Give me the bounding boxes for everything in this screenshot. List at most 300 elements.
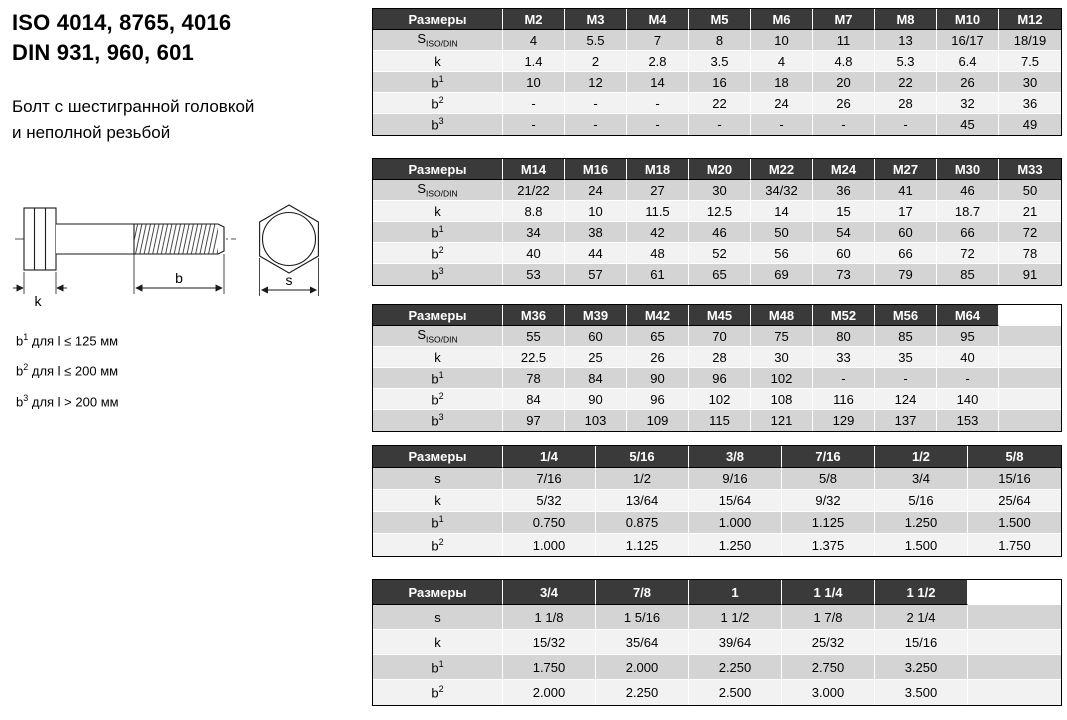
dim-table-5 (372, 579, 1062, 706)
value-cell: 35/64 (596, 630, 689, 655)
value-cell: 153 (937, 410, 999, 431)
value-cell: 75 (751, 326, 813, 347)
empty-header-cell (968, 580, 1061, 605)
value-cell (999, 326, 1061, 347)
value-cell: 12.5 (689, 201, 751, 222)
row-label: $b^3$ (373, 114, 503, 135)
value-cell: 1 5/16 (596, 605, 689, 630)
value-cell: 96 (689, 368, 751, 389)
value-cell: 50 (751, 222, 813, 243)
value-cell: 15/32 (503, 630, 596, 655)
table-row (373, 630, 1061, 655)
value-cell: 44 (565, 243, 627, 264)
value-cell: 4.8 (813, 51, 875, 72)
value-cell: 0.750 (503, 512, 596, 534)
value-cell: 109 (627, 410, 689, 431)
value-cell: 36 (999, 93, 1061, 114)
table-row (373, 30, 1061, 51)
size-column-header: M14 (503, 159, 565, 180)
value-cell: 2 (565, 51, 627, 72)
value-cell: 10 (565, 201, 627, 222)
value-cell: - (689, 114, 751, 135)
size-column-header: 5/16 (596, 446, 689, 468)
value-cell: 18/19 (999, 30, 1061, 51)
value-cell: 48 (627, 243, 689, 264)
value-cell: 60 (813, 243, 875, 264)
size-column-header: 3/8 (689, 446, 782, 468)
row-label: k (373, 630, 503, 655)
size-column-header: 5/8 (968, 446, 1061, 468)
value-cell: 40 (937, 347, 999, 368)
size-column-header: M5 (689, 9, 751, 30)
value-cell: 129 (813, 410, 875, 431)
table-row (373, 347, 1061, 368)
value-cell: 18.7 (937, 201, 999, 222)
value-cell: 140 (937, 389, 999, 410)
value-cell: 14 (627, 72, 689, 93)
value-cell: 26 (937, 72, 999, 93)
value-cell: 90 (627, 368, 689, 389)
value-cell: 15/16 (875, 630, 968, 655)
dim-table-3 (372, 304, 1062, 432)
row-label: k (373, 347, 503, 368)
row-label: $b^3$ (373, 410, 503, 431)
value-cell: 0.875 (596, 512, 689, 534)
value-cell: 13 (875, 30, 937, 51)
value-cell: 121 (751, 410, 813, 431)
value-cell: 85 (937, 264, 999, 285)
row-label: $b^1$ (373, 72, 503, 93)
dimension-tables (372, 0, 1062, 706)
value-cell: 91 (999, 264, 1061, 285)
size-column-header: M10 (937, 9, 999, 30)
value-cell: 7/16 (503, 468, 596, 490)
value-cell: 137 (875, 410, 937, 431)
value-cell: 24 (751, 93, 813, 114)
value-cell: 73 (813, 264, 875, 285)
size-column-header: M18 (627, 159, 689, 180)
value-cell: 66 (937, 222, 999, 243)
value-cell: 30 (999, 72, 1061, 93)
value-cell: 16 (689, 72, 751, 93)
size-column-header: M36 (503, 305, 565, 326)
table-header-row (373, 305, 1061, 326)
value-cell: 78 (999, 243, 1061, 264)
value-cell: 115 (689, 410, 751, 431)
value-cell: 33 (813, 347, 875, 368)
size-column-header: 7/8 (596, 580, 689, 605)
value-cell: 34/32 (751, 180, 813, 201)
value-cell: 2.750 (782, 655, 875, 680)
value-cell: 7.5 (999, 51, 1061, 72)
value-cell: - (875, 368, 937, 389)
table-row (373, 512, 1061, 534)
value-cell (999, 410, 1061, 431)
value-cell: 15/16 (968, 468, 1061, 490)
size-column-header: M48 (751, 305, 813, 326)
row-label: $b^1$ (373, 655, 503, 680)
empty-header-cell (999, 305, 1061, 326)
value-cell: 20 (813, 72, 875, 93)
description-line-1: Болт с шестигранной головкой (12, 97, 255, 116)
value-cell: 85 (875, 326, 937, 347)
din-standards-line: DIN 931, 960, 601 (12, 40, 194, 65)
size-column-header: M12 (999, 9, 1061, 30)
value-cell: 42 (627, 222, 689, 243)
value-cell: 102 (751, 368, 813, 389)
value-cell: 80 (813, 326, 875, 347)
size-column-header: 7/16 (782, 446, 875, 468)
value-cell: 32 (937, 93, 999, 114)
table-header-row (373, 9, 1061, 30)
size-column-header: M3 (565, 9, 627, 30)
value-cell: 2.8 (627, 51, 689, 72)
size-column-header: M33 (999, 159, 1061, 180)
footnote: $b^2$ для l ≤ 200 мм (16, 362, 119, 379)
table-row (373, 201, 1061, 222)
value-cell: 46 (937, 180, 999, 201)
value-cell: 40 (503, 243, 565, 264)
value-cell: 36 (813, 180, 875, 201)
table-row (373, 180, 1061, 201)
value-cell: 28 (689, 347, 751, 368)
value-cell: 24 (565, 180, 627, 201)
value-cell: 30 (689, 180, 751, 201)
value-cell: 1.500 (875, 534, 968, 556)
value-cell: 4 (503, 30, 565, 51)
thread-hatching (134, 225, 218, 254)
size-column-header: 1 1/4 (782, 580, 875, 605)
value-cell: 5.3 (875, 51, 937, 72)
table-row (373, 680, 1061, 705)
value-cell: 1.000 (503, 534, 596, 556)
value-cell: 70 (689, 326, 751, 347)
table-row (373, 410, 1061, 431)
value-cell: 35 (875, 347, 937, 368)
sizes-label-header: Размеры (373, 305, 503, 326)
value-cell: 5/16 (875, 490, 968, 512)
size-column-header: M24 (813, 159, 875, 180)
value-cell: - (813, 114, 875, 135)
size-column-header: M64 (937, 305, 999, 326)
value-cell: 21 (999, 201, 1061, 222)
dimension-label-k: k (34, 293, 42, 309)
product-description (12, 94, 254, 146)
value-cell: 53 (503, 264, 565, 285)
value-cell: 28 (875, 93, 937, 114)
value-cell: 26 (813, 93, 875, 114)
value-cell: 108 (751, 389, 813, 410)
sizes-label-header: Размеры (373, 446, 503, 468)
row-label: $b^2$ (373, 389, 503, 410)
table-row (373, 93, 1061, 114)
value-cell: 2.250 (596, 680, 689, 705)
value-cell: 3.5 (689, 51, 751, 72)
row-label: k (373, 51, 503, 72)
value-cell: 11 (813, 30, 875, 51)
value-cell: 2.000 (596, 655, 689, 680)
size-column-header: M8 (875, 9, 937, 30)
value-cell: 17 (875, 201, 937, 222)
size-column-header: M16 (565, 159, 627, 180)
value-cell: 2.000 (503, 680, 596, 705)
size-column-header: M42 (627, 305, 689, 326)
table-header-row (373, 446, 1061, 468)
value-cell: 65 (627, 326, 689, 347)
sizes-label-header: Размеры (373, 580, 503, 605)
value-cell: - (503, 114, 565, 135)
table-row (373, 389, 1061, 410)
table-row (373, 264, 1061, 285)
value-cell: - (937, 368, 999, 389)
value-cell: 2.500 (689, 680, 782, 705)
value-cell: 34 (503, 222, 565, 243)
value-cell: 2.250 (689, 655, 782, 680)
footnotes (16, 324, 119, 415)
value-cell: 1.4 (503, 51, 565, 72)
value-cell: 5.5 (565, 30, 627, 51)
value-cell: 9/16 (689, 468, 782, 490)
size-column-header: M30 (937, 159, 999, 180)
size-column-header: 1 1/2 (875, 580, 968, 605)
value-cell (999, 347, 1061, 368)
value-cell: 84 (503, 389, 565, 410)
value-cell: 8 (689, 30, 751, 51)
row-label: k (373, 490, 503, 512)
dim-table-1 (372, 8, 1062, 136)
value-cell: 3.500 (875, 680, 968, 705)
value-cell (968, 680, 1061, 705)
row-label: $b^3$ (373, 264, 503, 285)
value-cell: 14 (751, 201, 813, 222)
table-row (373, 72, 1061, 93)
table-row (373, 534, 1061, 556)
page-title (12, 8, 364, 68)
table-row (373, 51, 1061, 72)
value-cell: 46 (689, 222, 751, 243)
size-column-header: 3/4 (503, 580, 596, 605)
dimension-label-s: s (285, 272, 293, 288)
value-cell: 22.5 (503, 347, 565, 368)
value-cell: - (627, 93, 689, 114)
value-cell: 79 (875, 264, 937, 285)
value-cell: 60 (875, 222, 937, 243)
value-cell: 1.750 (968, 534, 1061, 556)
value-cell: 72 (999, 222, 1061, 243)
value-cell: 103 (565, 410, 627, 431)
value-cell: 15 (813, 201, 875, 222)
row-label: $b^2$ (373, 93, 503, 114)
value-cell (968, 655, 1061, 680)
size-column-header: M20 (689, 159, 751, 180)
value-cell: 69 (751, 264, 813, 285)
size-column-header: M4 (627, 9, 689, 30)
value-cell: 96 (627, 389, 689, 410)
size-column-header: M27 (875, 159, 937, 180)
value-cell: 1.000 (689, 512, 782, 534)
value-cell: 8.8 (503, 201, 565, 222)
value-cell: 25 (565, 347, 627, 368)
value-cell: 1.250 (875, 512, 968, 534)
size-column-header: M22 (751, 159, 813, 180)
value-cell: 18 (751, 72, 813, 93)
value-cell (999, 368, 1061, 389)
value-cell (999, 389, 1061, 410)
size-column-header: M56 (875, 305, 937, 326)
value-cell: 1.125 (596, 534, 689, 556)
value-cell: - (565, 114, 627, 135)
value-cell: 10 (503, 72, 565, 93)
value-cell: 41 (875, 180, 937, 201)
value-cell: 124 (875, 389, 937, 410)
sizes-label-header: Размеры (373, 159, 503, 180)
table-header-row (373, 580, 1061, 605)
value-cell: 27 (627, 180, 689, 201)
row-label: $b^2$ (373, 534, 503, 556)
row-label: $b^1$ (373, 368, 503, 389)
value-cell: 55 (503, 326, 565, 347)
row-label: $b^1$ (373, 512, 503, 534)
table-row (373, 222, 1061, 243)
value-cell: 102 (689, 389, 751, 410)
value-cell: 16/17 (937, 30, 999, 51)
value-cell: 12 (565, 72, 627, 93)
table-row (373, 326, 1061, 347)
value-cell: 1.250 (689, 534, 782, 556)
description-line-2: и неполной резьбой (12, 123, 171, 142)
info-panel (12, 8, 364, 712)
value-cell: 84 (565, 368, 627, 389)
value-cell: 15/64 (689, 490, 782, 512)
table-row (373, 468, 1061, 490)
size-column-header: M39 (565, 305, 627, 326)
value-cell: 38 (565, 222, 627, 243)
value-cell: 5/32 (503, 490, 596, 512)
value-cell: 90 (565, 389, 627, 410)
value-cell: 54 (813, 222, 875, 243)
value-cell: 45 (937, 114, 999, 135)
value-cell: 95 (937, 326, 999, 347)
value-cell: 1 7/8 (782, 605, 875, 630)
value-cell: 13/64 (596, 490, 689, 512)
row-label: $S_{ISO/DIN}$ (373, 180, 503, 201)
value-cell: 66 (875, 243, 937, 264)
value-cell: 49 (999, 114, 1061, 135)
dim-table-2 (372, 158, 1062, 286)
row-label: s (373, 605, 503, 630)
value-cell: 65 (689, 264, 751, 285)
size-column-header: M7 (813, 9, 875, 30)
row-label: s (373, 468, 503, 490)
table-row (373, 605, 1061, 630)
value-cell: 56 (751, 243, 813, 264)
value-cell: 25/64 (968, 490, 1061, 512)
row-label: $S_{ISO/DIN}$ (373, 30, 503, 51)
sizes-label-header: Размеры (373, 9, 503, 30)
value-cell: 22 (875, 72, 937, 93)
size-column-header: 1 (689, 580, 782, 605)
value-cell: 26 (627, 347, 689, 368)
value-cell: 116 (813, 389, 875, 410)
value-cell: 1.750 (503, 655, 596, 680)
value-cell: 61 (627, 264, 689, 285)
value-cell: 52 (689, 243, 751, 264)
value-cell: 9/32 (782, 490, 875, 512)
row-label: $b^1$ (373, 222, 503, 243)
value-cell: 3/4 (875, 468, 968, 490)
size-column-header: M2 (503, 9, 565, 30)
value-cell: 3.250 (875, 655, 968, 680)
value-cell: 21/22 (503, 180, 565, 201)
value-cell: 4 (751, 51, 813, 72)
value-cell: 57 (565, 264, 627, 285)
value-cell: 1.500 (968, 512, 1061, 534)
value-cell: - (751, 114, 813, 135)
bolt-technical-drawing (12, 184, 357, 320)
value-cell: - (565, 93, 627, 114)
footnote: $b^3$ для l > 200 мм (16, 392, 119, 409)
value-cell: - (503, 93, 565, 114)
value-cell (968, 605, 1061, 630)
dimension-label-b: b (175, 270, 183, 286)
row-label: $b^2$ (373, 680, 503, 705)
table-row (373, 655, 1061, 680)
value-cell: 1.125 (782, 512, 875, 534)
value-cell: 39/64 (689, 630, 782, 655)
value-cell: 50 (999, 180, 1061, 201)
dim-table-4 (372, 445, 1062, 557)
table-row (373, 114, 1061, 135)
value-cell: - (627, 114, 689, 135)
size-column-header: 1/2 (875, 446, 968, 468)
value-cell: 10 (751, 30, 813, 51)
size-column-header: M52 (813, 305, 875, 326)
size-column-header: M45 (689, 305, 751, 326)
value-cell: 72 (937, 243, 999, 264)
value-cell: 25/32 (782, 630, 875, 655)
size-column-header: M6 (751, 9, 813, 30)
value-cell: 5/8 (782, 468, 875, 490)
table-row (373, 243, 1061, 264)
value-cell: 30 (751, 347, 813, 368)
value-cell: 11.5 (627, 201, 689, 222)
row-label: k (373, 201, 503, 222)
value-cell: 3.000 (782, 680, 875, 705)
value-cell: 60 (565, 326, 627, 347)
value-cell: 7 (627, 30, 689, 51)
value-cell: 2 1/4 (875, 605, 968, 630)
value-cell: - (875, 114, 937, 135)
value-cell: 1/2 (596, 468, 689, 490)
value-cell: - (813, 368, 875, 389)
table-row (373, 368, 1061, 389)
value-cell: 1 1/2 (689, 605, 782, 630)
value-cell: 78 (503, 368, 565, 389)
value-cell: 97 (503, 410, 565, 431)
row-label: $b^2$ (373, 243, 503, 264)
footnote: $b^1$ для l ≤ 125 мм (16, 332, 119, 349)
table-row (373, 490, 1061, 512)
bolt-head-side-view (24, 208, 56, 270)
value-cell: 1 1/8 (503, 605, 596, 630)
value-cell: 22 (689, 93, 751, 114)
value-cell (968, 630, 1061, 655)
size-column-header: 1/4 (503, 446, 596, 468)
table-header-row (373, 159, 1061, 180)
bolt-head-end-view (260, 205, 319, 273)
row-label: $S_{ISO/DIN}$ (373, 326, 503, 347)
iso-standards-line: ISO 4014, 8765, 4016 (12, 10, 232, 35)
